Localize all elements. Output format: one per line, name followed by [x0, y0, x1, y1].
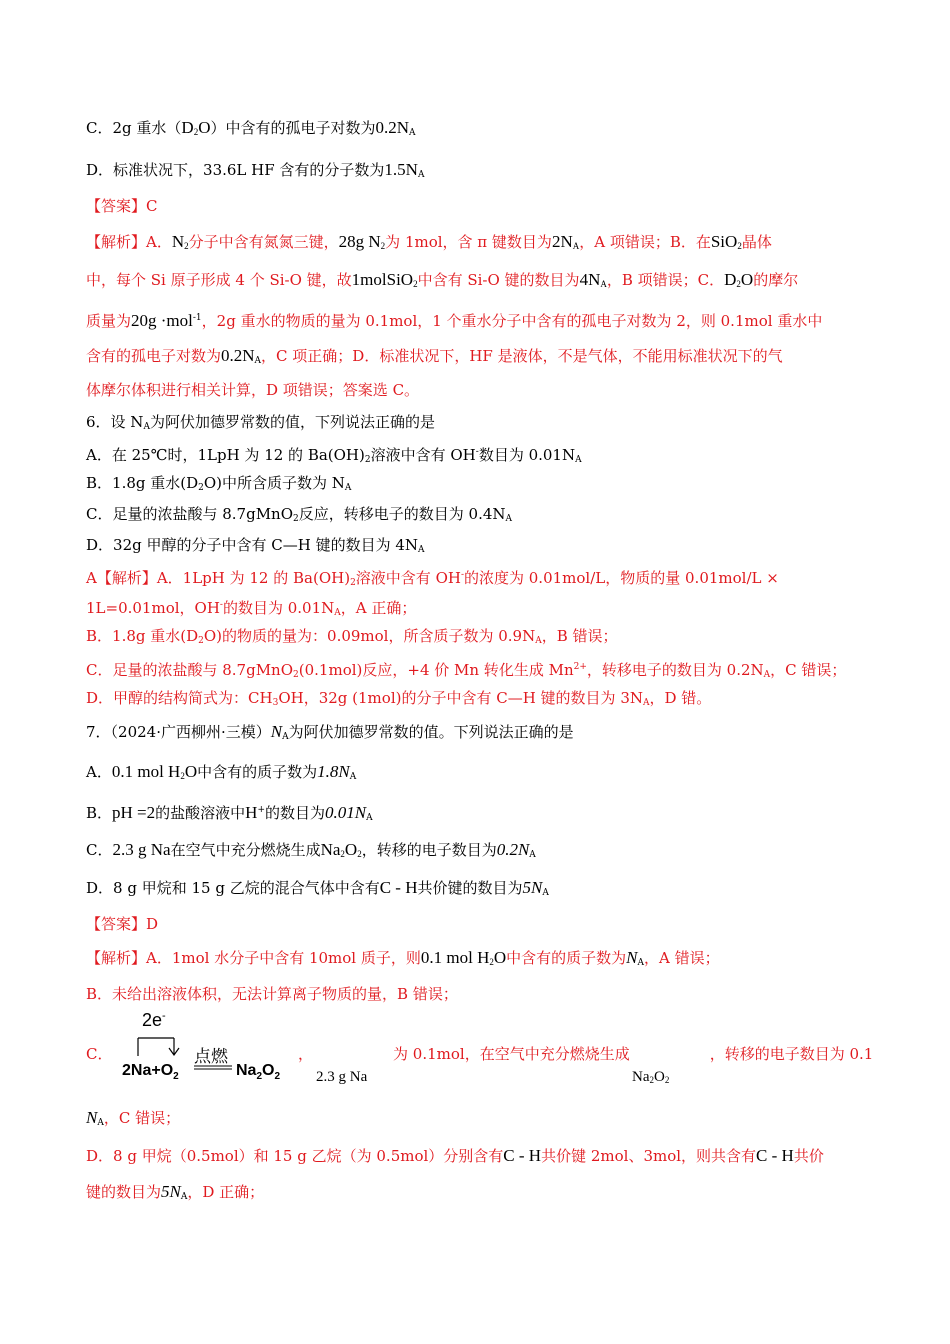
q7-stem: 7．（2024·广西柳州·三模）$N_A$为阿伏加德罗常数的值。下列说法正确的是 — [86, 722, 574, 742]
q5-option-c: C．2g 重水$(D_2O)$中含有的孤电子对数为$0.2N_A$ — [86, 118, 416, 138]
q6-explanation-line2: 1L=0.01mol，OH-的数目为 $0.01N_A$，A 正确； — [86, 599, 417, 618]
q5-explanation-line2: 中，每个 Si 原子形成 4 个 Si-O 键，故1molSiO$_2$中含有 Si-O 键的数目为$4N_A$，B 项错误；C．$D_2O$的摩尔 — [86, 270, 799, 289]
q6-option-b: B．1.8g 重水$(D_2O)$中所含质子数为 $N_A$ — [86, 474, 352, 493]
q7-option-c: C．2.3 g Na在空气中充分燃烧生成$Na_2O_2$，转移的电子数目为$0.2N_A$ — [86, 840, 536, 860]
q7-explanation-line4: $N_A$，C 错误； — [86, 1108, 181, 1128]
q6-explanation-line3: B．1.8g 重水$(D_2O)$的物质的量为：0.09mol，所含质子数为 $0.9N_A$，B 错误； — [86, 627, 618, 646]
q7-option-d: D．8 g 甲烷和 15 g 乙烷的混合气体中含有C - H共价键的数目为$5N_A$ — [86, 878, 549, 898]
q7-explanation-line1: 【解析】A．1mol 水分子中含有 10mol 质子，则0.1 mol $H_2O$中含有的质子数为$N_A$，A 错误； — [86, 948, 720, 968]
q6-explanation-line1: A【解析】A．1LpH 为 12 的 $Ba(OH)_2$溶液中含有 OH-的浓度为 0.01mol/L，物质的量 0.01mol/L × — [86, 569, 779, 588]
reaction-condition-label: 点燃 — [194, 1047, 228, 1067]
q5-option-d: D．标准状况下，33.6L HF 含有的分子数为$1.5N_A$ — [86, 160, 425, 180]
q7-explanation-line5: D．8 g 甲烷（0.5mol）和 15 g 乙烷（为 0.5mol）分别含有C - H共价键 2mol、3mol，则共含有C - H共价 — [86, 1146, 824, 1165]
q5-explanation-line3: 质量为20g ·mol$^{-1}$，2g 重水的物质的量为 0.1mol，1 个重水分子中含有的孤电子对数为 2，则 0.1mol 重水中 — [86, 311, 823, 330]
q6-explanation-line4: C．足量的浓盐酸与 8.7gMnO$_2$(0.1mol)反应，+4 价 Mn 转化生成 $Mn^{2+}$，转移电子的数目为 $0.2N_A$，C 错误； — [86, 661, 847, 680]
q7-answer: 【答案】D — [86, 915, 159, 933]
q7-explanation-sodium-peroxide: $Na_2O_2$ — [632, 1069, 670, 1085]
reaction-reactants: $2Na+O_2$ — [122, 1062, 179, 1083]
q7-explanation-line3-prefix: C． — [86, 1045, 113, 1063]
q7-explanation-line3-rest: ， 为 0.1mol，在空气中充分燃烧生成 ，转移的电子数目为 0.1 — [298, 1045, 874, 1063]
q7-explanation-line6: 键的数目为$5N_A$，D 正确； — [86, 1182, 265, 1202]
q6-option-c: C．足量的浓盐酸与 8.7gMnO$_2$反应，转移电子的数目为 $0.4N_A$ — [86, 505, 513, 524]
q5-explanation-line5: 体摩尔体积进行相关计算，D 项错误；答案选 C。 — [86, 381, 420, 399]
q5-explanation-line1: 【解析】A．$N_2$分子中含有氮氮三键，28g $N_2$为 1mol，含 π 键数目为$2N_A$，A 项错误；B．在SiO$_2$晶体 — [86, 232, 772, 251]
q7-explanation-sodium-mass: 2.3 g Na — [316, 1069, 368, 1085]
q6-stem: 6．设 $N_A$为阿伏加德罗常数的值，下列说法正确的是 — [86, 413, 435, 432]
q7-option-a: A．0.1 mol $H_2O$中含有的质子数为$1.8N_A$ — [86, 762, 357, 782]
q6-explanation-line5: D．甲醇的结构简式为：$CH_3OH$，32g (1mol)的分子中含有 C—H 键的数目为 $3N_A$，D 错。 — [86, 689, 712, 708]
electron-transfer-diagram — [122, 1010, 302, 1088]
q7-explanation-line2: B．未给出溶液体积，无法计算离子物质的量，B 错误； — [86, 985, 458, 1003]
q6-option-d: D．32g 甲醇的分子中含有 C—H 键的数目为 $4N_A$ — [86, 536, 425, 555]
q5-answer: 【答案】C — [86, 197, 158, 215]
reaction-product: $Na_2O_2$ — [236, 1062, 281, 1083]
q6-option-a: A．在 25℃时，1LpH 为 12 的 $Ba(OH)_2$溶液中含有 OH-数目为 $0.01N_A$ — [86, 446, 582, 465]
electron-count-label: 2e- — [142, 1010, 166, 1030]
q7-option-b: B．pH =2的盐酸溶液中H+的数目为$0.01N_A$ — [86, 803, 373, 823]
q5-explanation-line4: 含有的孤电子对数为$0.2N_A$，C 项正确；D．标准状况下，HF 是液体，不是气体，不能用标准状况下的气 — [86, 346, 783, 366]
